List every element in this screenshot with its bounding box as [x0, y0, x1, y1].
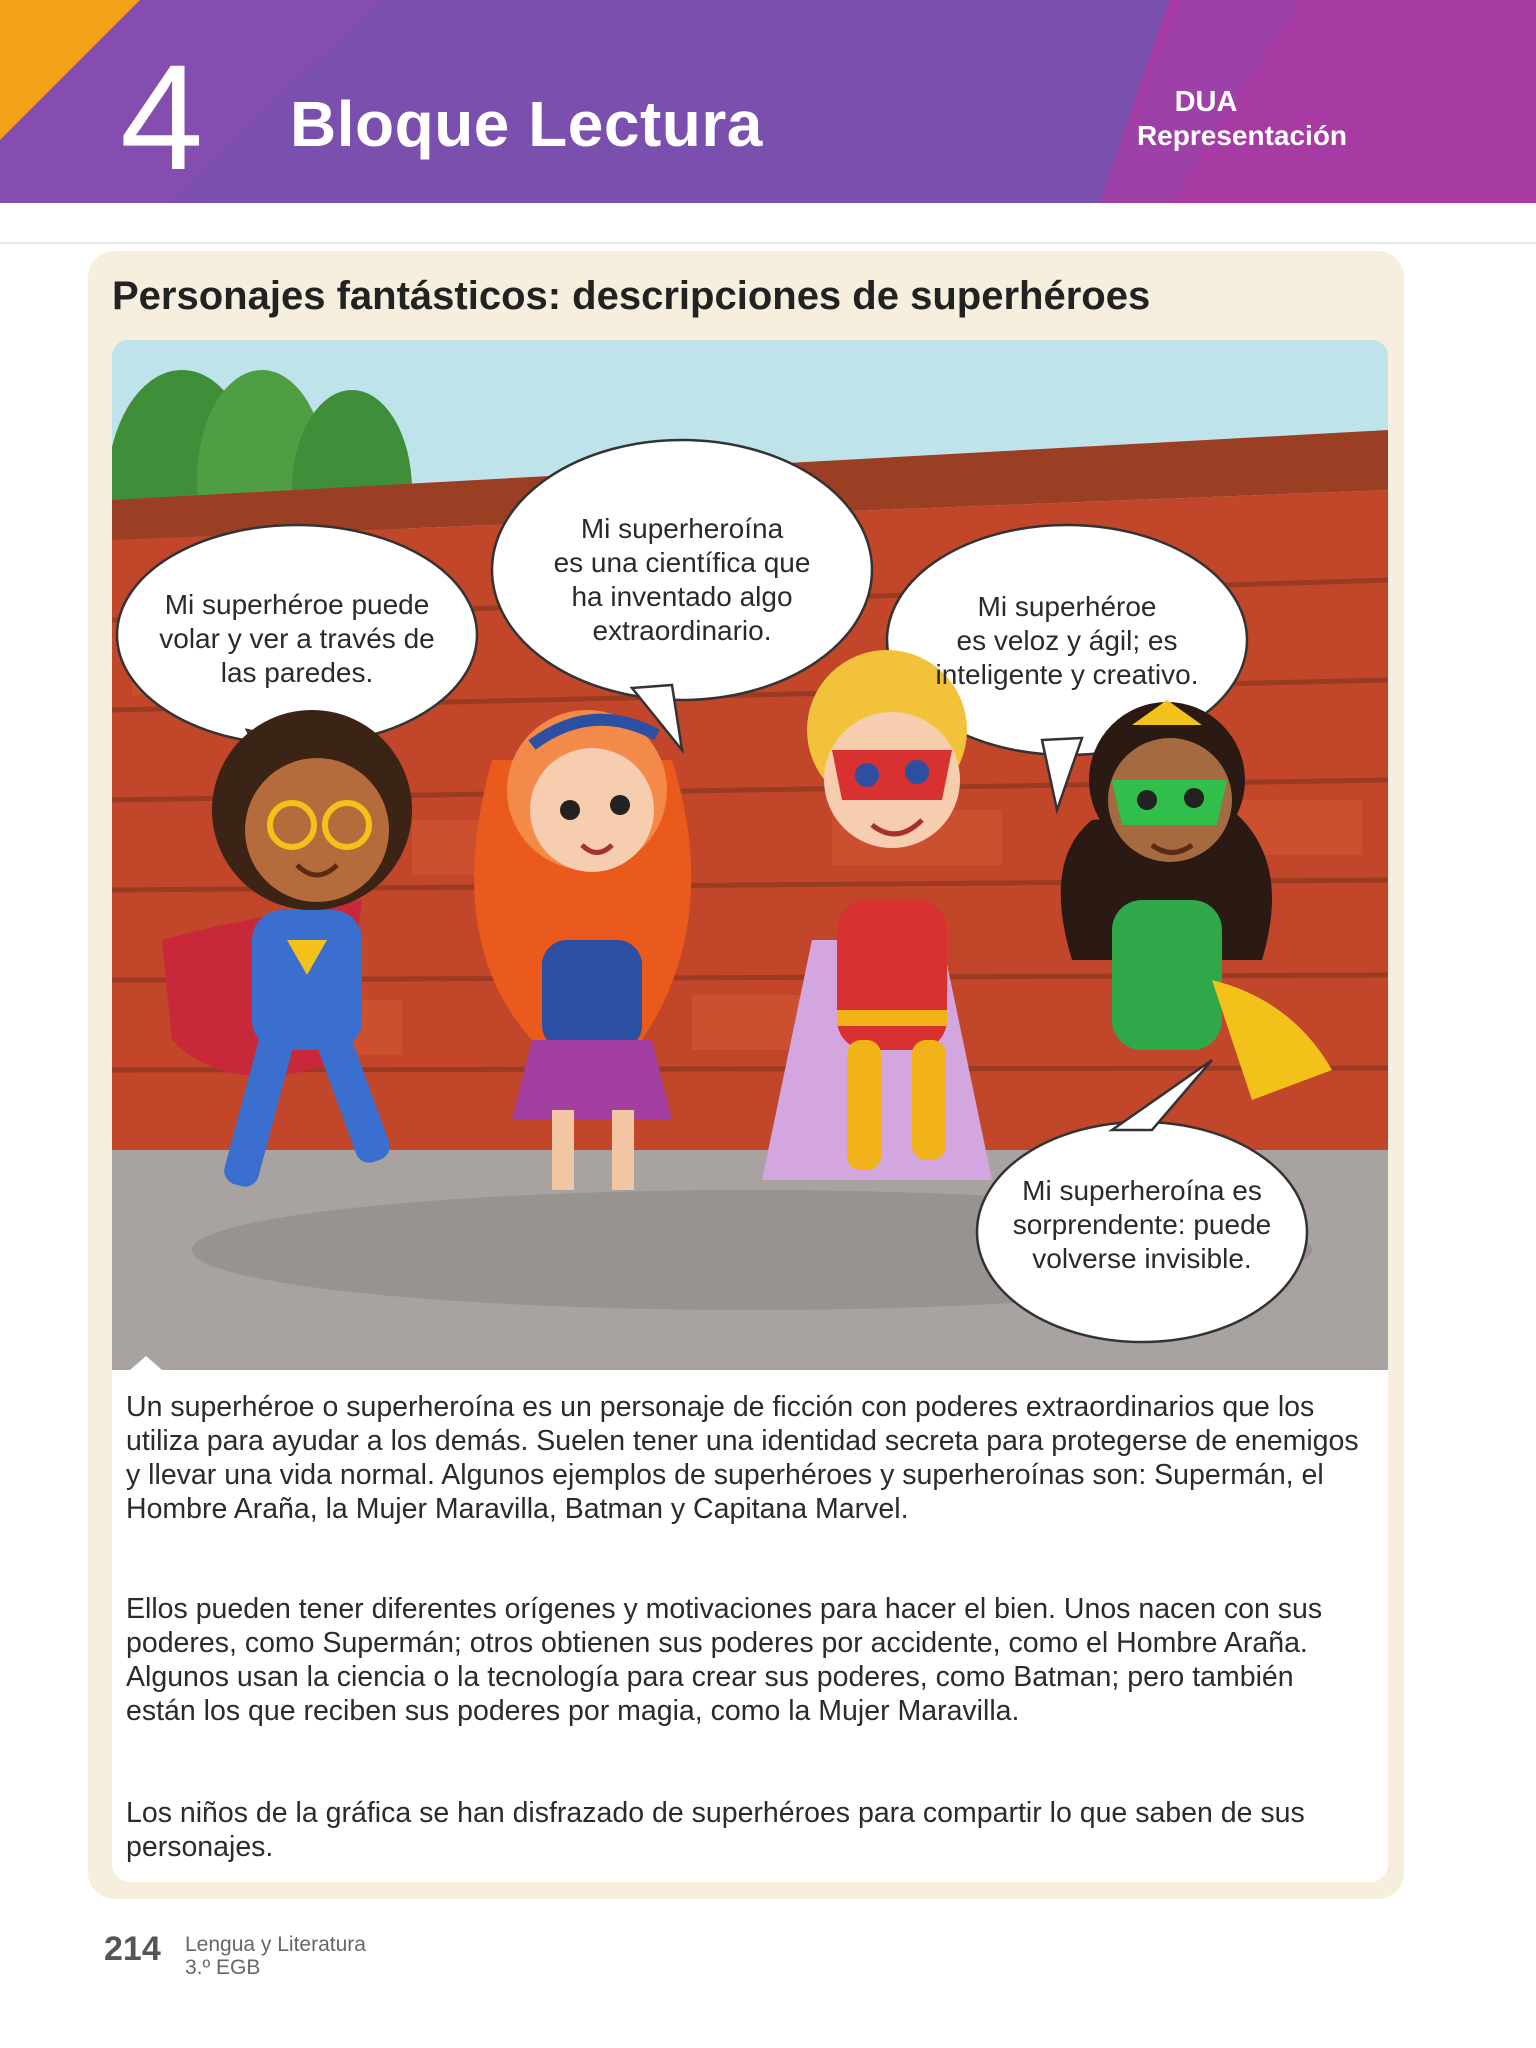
dua-label: DUA: [1174, 86, 1238, 118]
speech-bubble-text-3: [897, 590, 1237, 692]
bubble-4-line: sorprendente: puede: [1012, 1209, 1272, 1240]
bubble-1-line: volar y ver a través de: [159, 623, 435, 654]
bubble-3-line: es veloz y ágil; es: [956, 625, 1178, 656]
paragraph-2: Ellos pueden tener diferentes orígenes y motivaciones para hacer el bien. Unos nacen con sus poderes, como Supermán; otros obtienen sus poderes por accidente, como el Hombre Araña. Algunos usan la ciencia o la tecnología para crear sus poderes, como Batman; pero también están los que reciben sus poderes por magia, como la Mujer Maravilla.: [126, 1593, 1323, 1727]
bubble-1-line: las paredes.: [220, 657, 374, 688]
page-number: 214: [104, 1930, 161, 1968]
unit-number: 4: [120, 33, 204, 201]
speech-bubble-text-1: [127, 588, 467, 690]
header-divider: [0, 242, 1536, 244]
bubble-1-line: Mi superhéroe puede: [164, 589, 430, 620]
bubble-3-line: Mi superhéroe: [977, 591, 1157, 622]
bubble-4-line: volverse invisible.: [1032, 1243, 1252, 1274]
paragraph-1: Un superhéroe o superheroína es un personaje de ficción con poderes extraordinarios que los utiliza para ayudar a los demás. Suelen tener una identidad secreta para protegerse de enemigos y llevar una vida normal. Algunos ejemplos de superhéroes y superheroínas son: Supermán, el Hombre Araña, la Mujer Maravilla, Batman y Capitana Marvel.: [126, 1391, 1359, 1525]
bubble-2-line: es una científica que: [553, 547, 811, 578]
section-title: Personajes fantásticos: descripciones de superhéroes: [112, 274, 1151, 318]
speech-bubble-text-2: [512, 512, 852, 648]
bubble-2-line: ha inventado algo: [571, 581, 793, 612]
bubble-4-line: Mi superheroína es: [1022, 1175, 1262, 1206]
reading-text-panel: [112, 1370, 1388, 1882]
subject-label: Lengua y Literatura: [185, 1933, 366, 1956]
speech-bubble-text-4: [987, 1174, 1297, 1276]
dua-subtitle: Representación: [1136, 120, 1348, 151]
block-title: Bloque Lectura: [290, 88, 763, 160]
paragraph-3: Los niños de la gráfica se han disfrazado de superhéroes para compartir lo que saben de sus personajes.: [126, 1797, 1305, 1863]
grade-label: 3.º EGB: [185, 1956, 261, 1979]
panel-notch: [130, 1356, 162, 1370]
bubble-3-line: inteligente y creativo.: [935, 659, 1199, 690]
bubble-2-line: extraordinario.: [592, 615, 772, 646]
bubble-2-line: Mi superheroína: [580, 513, 784, 544]
page-header: [0, 0, 1536, 203]
superheroes-illustration: [112, 340, 1388, 1370]
